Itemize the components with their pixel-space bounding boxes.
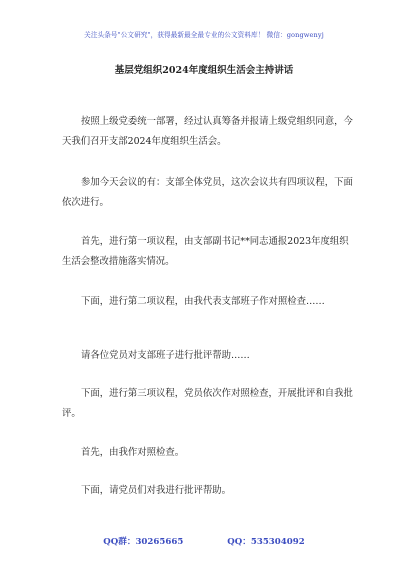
- paragraph-6: 下面，进行第三项议程，党员依次作对照检查，开展批评和自我批评。: [62, 388, 353, 419]
- footer-contacts: [0, 535, 408, 547]
- paragraph-1: 按照上级党委统一部署，经过认真筹备并报请上级党组织同意，今天我们召开支部2024年度组织生活会。: [62, 116, 353, 147]
- footer-qq-group: QQ群：30265665: [103, 537, 184, 547]
- paragraph-4: 下面，进行第二项议程，由我代表支部班子作对照检查……: [81, 296, 325, 307]
- header-banner: 关注头条号"公文研究"，获得最新最全最专业的公文资料库！ 微信：gongwenyj: [84, 31, 324, 39]
- paragraph-8: 下面，请党员们对我进行批评帮助。: [81, 485, 232, 496]
- paragraph-3: 首先，进行第一项议程，由支部副书记**同志通报2023年度组织生活会整改措施落实情况。: [62, 236, 349, 267]
- paragraph-7: 首先，由我作对照检查。: [81, 447, 185, 458]
- paragraph-5: 请各位党员对支部班子进行批评帮助……: [81, 350, 250, 361]
- paragraph-2: 参加今天会议的有：支部全体党员，这次会议共有四项议程，下面依次进行。: [62, 177, 353, 208]
- footer-qq: QQ：535304092: [227, 537, 305, 547]
- document-title: 基层党组织2024年度组织生活会主持讲话: [114, 65, 294, 76]
